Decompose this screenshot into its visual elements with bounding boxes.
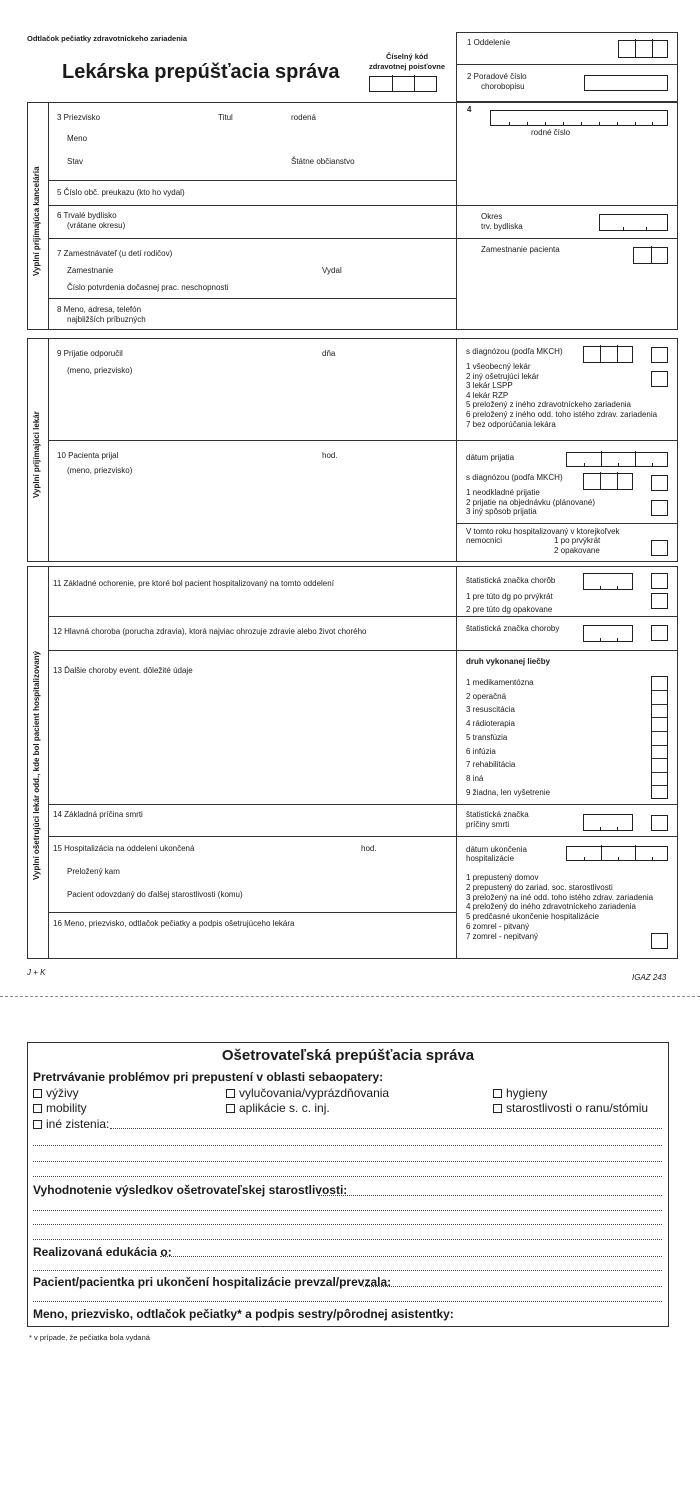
liecba-list: 1 medikamentózna 2 operačná 3 resuscitácia 4 rádioterapia 5 transfúzia 6 infúzia 7 rehabilitácia 8 iná 9 žiadna, len vyšetrenie — [466, 678, 551, 797]
field-hlavna-choroba: 12 Hlavná choroba (porucha zdravia), ktorá najviac ohrozuje zdravie alebo život chorého — [53, 627, 367, 636]
checkbox-vyzivy[interactable] — [33, 1089, 42, 1098]
stat-chorob-field[interactable] — [583, 573, 633, 590]
ine-line-3[interactable] — [33, 1161, 662, 1162]
checkbox-aplikacie[interactable] — [226, 1104, 235, 1113]
checkbox-vylucovania[interactable] — [226, 1089, 235, 1098]
s-diag-label-2: s diagnózou (podľa MKCH) — [466, 473, 563, 482]
field-titul: Titul — [218, 113, 233, 122]
field-4: 4 — [467, 105, 472, 114]
field-prelozeny-kam: Preložený kam — [67, 867, 120, 876]
datum-prijatia-field[interactable] — [566, 452, 668, 467]
field-cislo-potvrdenia: Číslo potvrdenia dočasnej prac. neschopnosti — [67, 283, 229, 292]
okres-field[interactable] — [599, 214, 668, 231]
end-check[interactable] — [651, 933, 668, 949]
option-starostlivosti[interactable]: starostlivosti o ranu/stómiu — [493, 1101, 648, 1115]
footer-right: IGAZ 243 — [632, 973, 667, 982]
dg-check[interactable] — [651, 593, 668, 609]
liecba-title: druh vykonanej liečby — [466, 657, 551, 666]
field-oddelenie: 1 Oddelenie — [467, 38, 511, 47]
datum-ukoncenia-field[interactable] — [566, 846, 668, 861]
option-ine-zistenia[interactable]: iné zistenia: — [33, 1117, 109, 1131]
edukacia-label: Realizovaná edukácia o: — [33, 1245, 172, 1259]
footer-left: J + K — [27, 968, 46, 977]
field-bydlisko-sub: (vrátane okresu) — [67, 221, 126, 230]
option-hygieny[interactable]: hygieny — [493, 1086, 547, 1100]
diag-field-1[interactable] — [583, 346, 633, 363]
edukacia-line-2[interactable] — [33, 1270, 662, 1271]
zamestnanie-pacienta-field[interactable] — [633, 247, 668, 264]
field-chorobopis: chorobopisu — [481, 82, 525, 91]
vyhodnotenie-label: Vyhodnotenie výsledkov ošetrovateľskej starostlivosti: — [33, 1183, 348, 1197]
field-poradove: 2 Poradové číslo — [467, 72, 527, 81]
stat-chorob-label: štatistická značka chorôb — [466, 576, 556, 585]
edukacia-line-1[interactable] — [160, 1256, 662, 1257]
podpis-sestry-label: Meno, priezvisko, odtlačok pečiatky* a podpis sestry/pôrodnej asistentky: — [33, 1307, 454, 1321]
stat-smrti-label-1: štatistická značka — [466, 810, 529, 819]
footnote: * v prípade, že pečiatka bola vydaná — [29, 1333, 150, 1342]
stat-choroby-label: štatistická značka choroby — [466, 624, 560, 633]
ine-line-2[interactable] — [33, 1145, 662, 1146]
datum-ukoncenia-label-2: hospitalizácie — [466, 854, 515, 863]
field-meno: Meno — [67, 134, 88, 143]
hosp-option-2: 2 opakovane — [554, 546, 600, 555]
stat-smrti-label-2: príčiny smrti — [466, 820, 510, 829]
zamestnanie-pacienta-label: Zamestnanie pacienta — [481, 245, 560, 254]
referral-list: 1 všeobecný lekár 2 iný ošetrujúci lekár 3 lekár LSPP 4 lekár RZP 5 preložený z iného zdravotníckeho zariadenia 6 preložený z iného odd. toho istého zdrav. zariadenia 7 bez odporúčania lekára — [466, 362, 658, 429]
field-pribuzni-sub: najbližších príbuzných — [67, 315, 146, 324]
liecba-checkboxes[interactable] — [651, 676, 668, 799]
field-pacienta-sub: (meno, priezvisko) — [67, 466, 133, 475]
oddelenie-field[interactable] — [618, 40, 668, 58]
option-mobility[interactable]: mobility — [33, 1101, 87, 1115]
vyhodnotenie-line-2[interactable] — [33, 1210, 662, 1211]
hosp-label-2: nemocnici — [466, 536, 503, 545]
field-pacienta-prijal: 10 Pacienta prijal — [57, 451, 119, 460]
option-aplikacie[interactable]: aplikácie s. c. inj. — [226, 1101, 330, 1115]
admission-type-list: 1 neodkladné prijatie 2 prijatie na objednávku (plánované) 3 iný spôsob prijatia — [466, 488, 595, 517]
field-zakladne-ochorenie: 11 Základné ochorenie, pre ktoré bol pacient hospitalizovaný na tomto oddelení — [53, 579, 334, 588]
stat-choroby-check[interactable] — [651, 625, 668, 641]
field-priezvisko: 3 Priezvisko — [57, 113, 101, 122]
admission-type-check[interactable] — [651, 500, 668, 516]
stat-chorob-check[interactable] — [651, 573, 668, 589]
vyhodnotenie-line-1[interactable] — [318, 1195, 662, 1196]
field-hod: hod. — [322, 451, 338, 460]
hosp-check[interactable] — [651, 540, 668, 556]
rodne-cislo-field[interactable] — [490, 110, 668, 126]
end-list: 1 prepustený domov 2 prepustený do zariad. soc. starostlivosti 3 preložený na iné odd. toho istého zdrav. zariadenia 4 preložený do iného zdravotníckeho zariadenia 5 predčasné ukončenie hospitalizácie 6 zomrel - pitvaný 7 zomrel - nepitvaný — [466, 873, 654, 941]
field-vydal: Vydal — [322, 266, 342, 275]
prevzal-label: Pacient/pacientka pri ukončení hospitalizácie prevzal/prevzala: — [33, 1275, 392, 1289]
field-prijatie-odporucil: 9 Prijatie odporučil — [57, 349, 123, 358]
code-label-1: Číselný kód — [385, 52, 429, 61]
option-vyzivy[interactable]: výživy — [33, 1086, 79, 1100]
field-hospitalizacia-ukoncena: 15 Hospitalizácia na oddelení ukončená — [53, 844, 195, 853]
prevzal-line-2[interactable] — [33, 1301, 662, 1302]
datum-prijatia-label: dátum prijatia — [466, 453, 515, 462]
field-podpis-lekara: 16 Meno, priezvisko, odtlačok pečiatky a podpis ošetrujúceho lekára — [53, 919, 295, 928]
s-diag-label-1: s diagnózou (podľa MKCH) — [466, 347, 563, 356]
field-pricina-smrti: 14 Základná príčina smrti — [53, 810, 143, 819]
prevzal-line-1[interactable] — [363, 1286, 662, 1287]
section-admission-office — [27, 102, 678, 330]
field-rodena: rodená — [291, 113, 316, 122]
nursing-subtitle: Pretrvávanie problémov pri prepustení v oblasti sebaopatery: — [33, 1070, 384, 1084]
chorobopis-field[interactable] — [584, 75, 668, 91]
stat-smrti-field[interactable] — [583, 814, 633, 831]
hosp-label-1: V tomto roku hospitalizovaný v ktorejkoľvek — [466, 527, 620, 536]
datum-ukoncenia-label-1: dátum ukončenia — [466, 845, 527, 854]
option-vylucovania[interactable]: vylučovania/vyprázdňovania — [226, 1086, 389, 1100]
field-dalsie-choroby: 13 Ďalšie choroby event. dôležité údaje — [53, 666, 193, 675]
diag-check-2[interactable] — [651, 475, 668, 491]
field-pribuzni: 8 Meno, adresa, telefón — [57, 305, 142, 314]
vyhodnotenie-line-3[interactable] — [33, 1224, 662, 1225]
field-dna: dňa — [322, 349, 336, 358]
rodne-cislo-label: rodné číslo — [531, 128, 571, 137]
field-zamestnavatel: 7 Zamestnávateľ (u detí rodičov) — [57, 249, 173, 258]
checkbox-starostlivosti[interactable] — [493, 1104, 502, 1113]
insurance-code-field[interactable] — [369, 76, 437, 92]
field-zamestnanie: Zamestnanie — [67, 266, 114, 275]
field-prijatie-sub: (meno, priezvisko) — [67, 366, 133, 375]
vyhodnotenie-line-4[interactable] — [33, 1239, 662, 1240]
field-obc-preukaz: 5 Číslo obč. preukazu (kto ho vydal) — [57, 188, 185, 197]
field-statne: Štátne občianstvo — [291, 157, 355, 166]
diag-check-1[interactable] — [651, 347, 668, 363]
ine-line-1[interactable] — [110, 1128, 662, 1129]
checkbox-mobility[interactable] — [33, 1104, 42, 1113]
treating-doctor-side-label: Vyplní ošetrujúci lekár odd., kde bol pacient hospitalizovaný — [32, 650, 41, 880]
dg-option-2: 2 pre túto dg opakovane — [466, 605, 553, 614]
stat-smrti-check[interactable] — [651, 815, 668, 831]
stat-choroby-field[interactable] — [583, 625, 633, 642]
dg-option-1: 1 pre túto dg po prvýkrát — [466, 592, 553, 601]
field-bydlisko: 6 Trvalé bydlisko — [57, 211, 117, 220]
nursing-title: Ošetrovateľská prepúšťacia správa — [221, 1047, 475, 1064]
admission-office-side-label: Vyplní prijímajúca kancelária — [32, 166, 41, 276]
field-stav: Stav — [67, 157, 84, 166]
page-title: Lekárska prepúšťacia správa — [62, 61, 340, 83]
hosp-option-1: 1 po prvýkrát — [554, 536, 601, 545]
checkbox-ine[interactable] — [33, 1120, 42, 1129]
stamp-label: Odtlačok pečiatky zdravotníckeho zariadenia — [27, 34, 188, 43]
field-hod-2: hod. — [361, 844, 377, 853]
okres-label: Okres — [481, 212, 503, 221]
admitting-doctor-side-label: Vyplní prijímajúci lekár — [32, 411, 41, 498]
field-pacient-odovzdany: Pacient odovzdaný do ďalšej starostlivosti (komu) — [67, 890, 243, 899]
ine-line-4[interactable] — [33, 1176, 662, 1177]
code-label-2: zdravotnej poisťovne — [368, 62, 446, 71]
okres-sub-label: trv. bydliska — [481, 222, 523, 231]
checkbox-hygieny[interactable] — [493, 1089, 502, 1098]
